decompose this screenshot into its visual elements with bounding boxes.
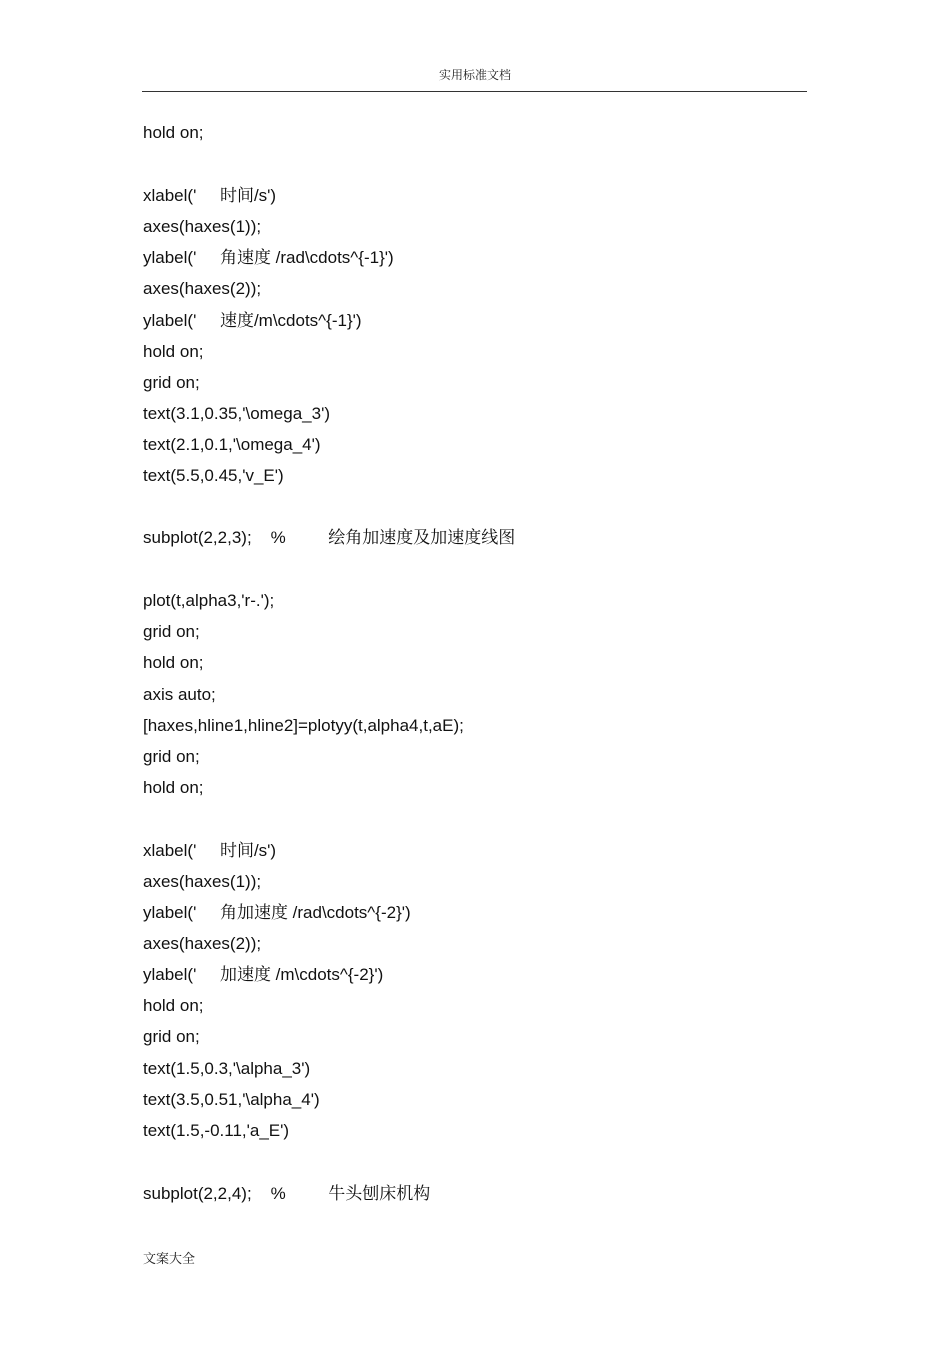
code-line: text(2.1,0.1,'\omega_4') bbox=[143, 435, 321, 454]
code-line: hold on; bbox=[143, 996, 204, 1015]
code-line: ylabel(' 加速度 /m\cdots^{-2}') bbox=[143, 965, 384, 984]
code-line: hold on; bbox=[143, 653, 204, 672]
code-line: hold on; bbox=[143, 778, 204, 797]
code-line: text(5.5,0.45,'v_E') bbox=[143, 466, 284, 485]
code-line: axes(haxes(2)); bbox=[143, 934, 262, 953]
code-line: axes(haxes(1)); bbox=[143, 872, 262, 891]
code-line: grid on; bbox=[143, 1027, 200, 1046]
code-line: ylabel(' 角加速度 /rad\cdots^{-2}') bbox=[143, 903, 411, 922]
code-line: grid on; bbox=[143, 622, 200, 641]
code-line: axes(haxes(1)); bbox=[143, 217, 262, 236]
code-line: text(1.5,-0.11,'a_E') bbox=[143, 1121, 290, 1140]
code-line: xlabel(' 时间/s') bbox=[143, 186, 277, 205]
header-divider bbox=[142, 91, 807, 92]
page-header: 实用标准文档 bbox=[438, 68, 511, 82]
code-line: axis auto; bbox=[143, 685, 216, 704]
code-line: xlabel(' 时间/s') bbox=[143, 841, 277, 860]
code-line: grid on; bbox=[143, 747, 200, 766]
code-line: subplot(2,2,4); % 牛头刨床机构 bbox=[143, 1184, 431, 1203]
code-line: [haxes,hline1,hline2]=plotyy(t,alpha4,t,aE); bbox=[143, 716, 464, 735]
page-footer: 文案大全 bbox=[143, 1252, 196, 1267]
code-line: axes(haxes(2)); bbox=[143, 279, 262, 298]
code-line: grid on; bbox=[143, 373, 200, 392]
code-line: ylabel(' 速度/m\cdots^{-1}') bbox=[143, 311, 362, 330]
code-line: hold on; bbox=[143, 123, 204, 142]
code-line: hold on; bbox=[143, 342, 204, 361]
code-line: plot(t,alpha3,'r-.'); bbox=[143, 591, 275, 610]
code-line: subplot(2,2,3); % 绘角加速度及加速度线图 bbox=[143, 528, 516, 547]
code-line: ylabel(' 角速度 /rad\cdots^{-1}') bbox=[143, 248, 394, 267]
code-line: text(3.5,0.51,'\alpha_4') bbox=[143, 1090, 320, 1109]
code-line: text(1.5,0.3,'\alpha_3') bbox=[143, 1059, 311, 1078]
code-line: text(3.1,0.35,'\omega_3') bbox=[143, 404, 330, 423]
